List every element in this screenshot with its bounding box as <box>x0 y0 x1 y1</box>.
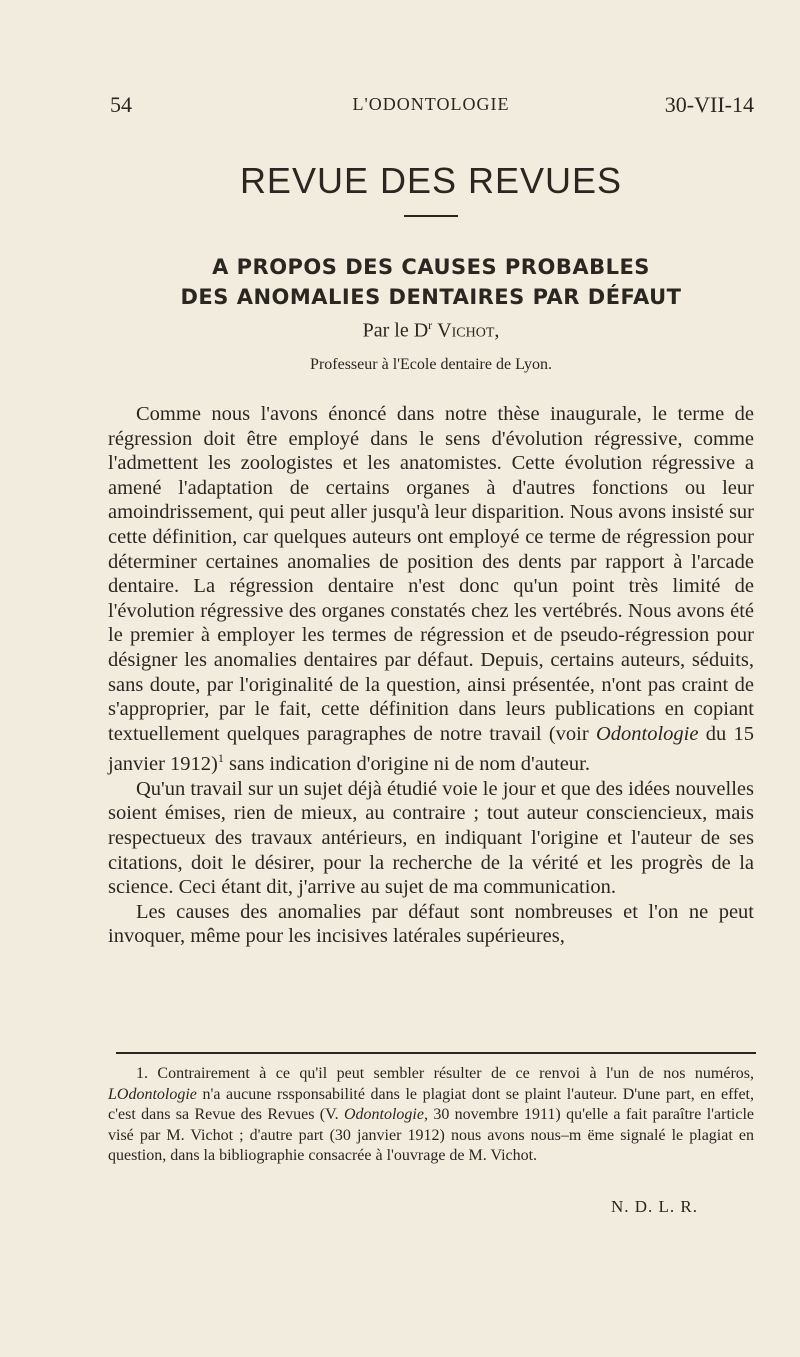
paragraph-1 <box>108 402 754 777</box>
issue-date: 30-VII-14 <box>664 92 754 117</box>
running-header <box>108 92 754 122</box>
paragraph-1-text-b: du 15 janvier 1912) <box>108 722 755 776</box>
journal-title: L'ODONTOLOGIE <box>352 94 510 114</box>
paragraph-1-text-a: Comme nous l'avons énoncé dans notre thèse inaugurale, le terme de régression doit être employé dans le sens d'évolution régressive, comme l'admettent les zoologistes et les anatomistes. Cette évolution régressive a amené l'adaptation de certains organes à d'autres fonctions ou leur amoindrissement, qui peut aller jusqu'à leur disparition. Nous avons insisté sur cette définition, car quelques auteurs ont employé ce terme de régression pour déterminer certaines anomalies de position des dents par rapport à l'arcade dentaire. La régression dentaire n'est donc qu'un point très limité de l'évolution régressive des organes constatés chez les vertébrés. Nous avons été le premier à employer les termes de régression et de pseudo-régression pour désigner les anomalies dentaires par défaut. Depuis, certains auteurs, séduits, sans doute, par l'originalité de la question, ainsi présentée, n'ont pas craint de s'approprier, par le fait, cette définition dans leurs publications en copiant textuellement quelques paragraphes de notre travail (voir <box>108 403 754 745</box>
footnote-text-b: n'a aucune rssponsabilité dans le plagiat dont se plaint l'auteur. D'une part, en effet, c'est dans sa Revue des Revues (V. <box>108 1085 754 1124</box>
editor-signoff: N. D. L. R. <box>610 1197 698 1216</box>
article-title-line-2: DES ANOMALIES DENTAIRES PAR DÉFAUT <box>180 285 682 309</box>
footnote-italic-1: LOdontologie <box>108 1085 197 1103</box>
footnote-divider <box>116 1052 756 1054</box>
footnote-text-a: 1. Contrairement à ce qu'il peut sembler résulter de ce renvoi à l'un de nos numéros, <box>136 1065 754 1082</box>
page-number: 54 <box>110 92 132 117</box>
title-divider <box>404 215 458 217</box>
author-affiliation: Professeur à l'Ecole dentaire de Lyon. <box>310 356 552 373</box>
article-title-line-1: A PROPOS DES CAUSES PROBABLES <box>212 255 650 279</box>
journal-reference: Odontologie <box>595 722 699 745</box>
article-title <box>108 252 754 312</box>
footnote-text-c: 30 novembre 1911) qu'elle a fait paraître l'article visé par M. Vichot ; d'autre part (30 janvier 1912) nous avons nous–m ëme signalé le plagiat en question, dans la bibliographie consacrée à l'ouvrage de M. Vichot. <box>108 1106 754 1165</box>
paragraph-1-text-c: sans indication d'origine ni de nom d'auteur. <box>223 753 590 776</box>
footnote <box>108 1064 754 1167</box>
footnote-text <box>108 1064 754 1167</box>
author-name: Vichot, <box>437 319 500 342</box>
footnote-italic-2: Odontologie, <box>343 1106 428 1124</box>
byline <box>108 318 754 343</box>
section-title: REVUE DES REVUES <box>239 160 623 201</box>
footnote-reference[interactable]: 1 <box>217 751 224 766</box>
article-body <box>108 402 754 949</box>
paragraph-3: Les causes des anomalies par défaut sont nombreuses et l'on ne peut invoquer, même pour les incisives latérales supérieures, <box>108 900 754 948</box>
byline-sup: r <box>428 318 433 332</box>
paragraph-2: Qu'un travail sur un sujet déjà étudié voie le jour et que des idées nouvelles soient émises, rien de mieux, au contraire ; tout auteur consciencieux, mais respectueux des travaux antérieurs, en indiquant l'origine et l'auteur de ses citations, doit le désirer, pour la recherche de la vérité et les progrès de la science. Ceci étant dit, j'arrive au sujet de ma communication. <box>108 777 754 899</box>
byline-prefix: Par le D <box>362 319 429 342</box>
